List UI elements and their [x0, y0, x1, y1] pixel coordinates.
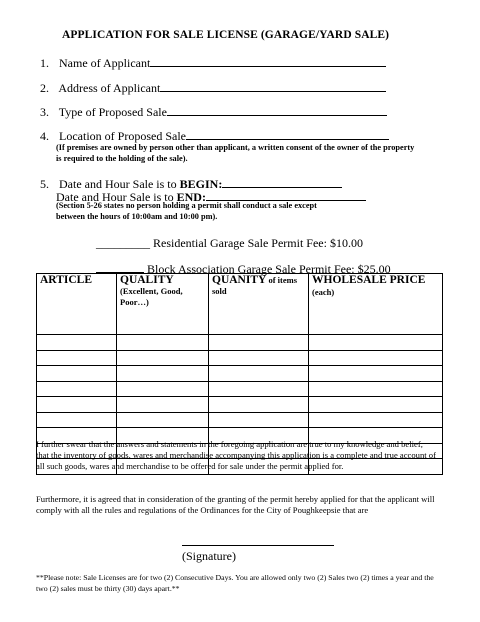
field-location-of-sale	[40, 128, 389, 144]
column-header-article	[37, 274, 117, 335]
field-number: 4.	[40, 129, 49, 143]
field-label: Address of Applicant	[58, 81, 161, 95]
agreement-paragraph: Furthermore, it is agreed that in consideration of the granting of the permit hereby applied for that the applicant will comply with all the rules and regulations of the Ordinances for the City of Poughkeepsie that are	[36, 494, 435, 515]
table-cell-quality[interactable]	[117, 381, 209, 397]
signature-label: (Signature)	[182, 549, 236, 563]
table-cell-article[interactable]	[37, 381, 117, 397]
name-of-applicant-line[interactable]	[150, 55, 386, 67]
header-quantity-text: QUANITY	[212, 274, 267, 286]
table-cell-quality[interactable]	[117, 397, 209, 413]
table-cell-article[interactable]	[37, 350, 117, 366]
table-row	[37, 350, 443, 366]
table-cell-quantity[interactable]	[209, 335, 309, 351]
table-cell-article[interactable]	[37, 412, 117, 428]
table-cell-quantity[interactable]	[209, 366, 309, 382]
residential-fee-label: Residential Garage Sale Permit Fee: $10.00	[153, 236, 363, 250]
type-of-sale-line[interactable]	[167, 104, 387, 116]
table-cell-quality[interactable]	[117, 350, 209, 366]
table-header-row	[37, 274, 443, 335]
location-of-sale-line[interactable]	[186, 128, 389, 140]
table-cell-price[interactable]	[309, 366, 443, 382]
table-cell-article[interactable]	[37, 335, 117, 351]
field-address-of-applicant	[40, 80, 386, 96]
field-label: Name of Applicant	[59, 56, 151, 70]
header-quantity-sub: sold	[212, 286, 227, 296]
table-cell-article[interactable]	[37, 397, 117, 413]
table-row	[37, 381, 443, 397]
table-cell-quality[interactable]	[117, 366, 209, 382]
residential-fee-line	[96, 236, 363, 251]
field-number: 3.	[40, 105, 49, 119]
begin-date-line[interactable]	[222, 176, 342, 188]
field-number: 2.	[40, 81, 49, 95]
owner-consent-note: (If premises are owned by person other than applicant, a written consent of the owner of the property is required to the holding of the sale).	[56, 143, 415, 163]
table-cell-quantity[interactable]	[209, 412, 309, 428]
address-of-applicant-line[interactable]	[160, 80, 386, 92]
header-quality-sub: (Excellent, Good, Poor…)	[120, 286, 183, 307]
header-price-text: WHOLESALE PRICE	[312, 274, 426, 286]
field-number: 5.	[40, 177, 49, 191]
table-cell-quantity[interactable]	[209, 397, 309, 413]
column-header-quantity	[209, 274, 309, 335]
end-date-line[interactable]	[206, 189, 366, 201]
table-cell-price[interactable]	[309, 335, 443, 351]
table-row	[37, 397, 443, 413]
table-cell-quality[interactable]	[117, 412, 209, 428]
table-row	[37, 412, 443, 428]
table-row	[37, 335, 443, 351]
signature-line[interactable]	[182, 545, 334, 546]
column-header-wholesale-price	[309, 274, 443, 335]
table-cell-price[interactable]	[309, 397, 443, 413]
hours-restriction-note: (Section 5-26 states no person holding a permit shall conduct a sale except between the hours of 10:00am and 10:00 pm).	[56, 201, 317, 221]
table-cell-price[interactable]	[309, 381, 443, 397]
footnote: **Please note: Sale Licenses are for two (2) Consecutive Days. You are allowed only two (2) Sales two (2) times a year and the two (2) sales must be thirty (30) days apart.**	[36, 573, 434, 593]
table-cell-price[interactable]	[309, 412, 443, 428]
table-row	[37, 366, 443, 382]
begin-word: BEGIN:	[179, 177, 223, 191]
declaration-paragraph: I further swear that the answers and statements in the foregoing application are true to my knowledge and belief; that the inventory of goods, wares and merchandise accompanying this application is a complete and true account of all such goods, wares and merchandise to be offered for sale under the permit applied for.	[36, 439, 436, 471]
header-quality-text: QUALITY	[120, 274, 174, 286]
column-header-quality	[117, 274, 209, 335]
form-title: APPLICATION FOR SALE LICENSE (GARAGE/YARD SALE)	[62, 29, 390, 41]
begin-label: Date and Hour Sale is to	[59, 177, 180, 191]
field-label: Type of Proposed Sale	[58, 105, 167, 119]
field-name-of-applicant	[40, 55, 386, 71]
header-article-text: ARTICLE	[40, 274, 92, 286]
end-word: END:	[176, 190, 206, 204]
field-label: Location of Proposed Sale	[59, 129, 186, 143]
header-quantity-inline-sub: of items	[266, 275, 297, 285]
end-label: Date and Hour Sale is to	[56, 190, 177, 204]
table-cell-quality[interactable]	[117, 335, 209, 351]
header-price-inline-sub: (each)	[312, 287, 335, 297]
table-cell-quantity[interactable]	[209, 350, 309, 366]
residential-fee-blank[interactable]: _________	[96, 236, 150, 250]
field-type-of-sale	[40, 104, 387, 120]
block-fee-label: Block Association Garage Sale Permit Fee: $25.00	[147, 262, 391, 276]
table-cell-quantity[interactable]	[209, 381, 309, 397]
field-number: 1.	[40, 56, 49, 70]
table-cell-price[interactable]	[309, 350, 443, 366]
block-fee-blank[interactable]	[96, 262, 144, 273]
table-cell-article[interactable]	[37, 366, 117, 382]
